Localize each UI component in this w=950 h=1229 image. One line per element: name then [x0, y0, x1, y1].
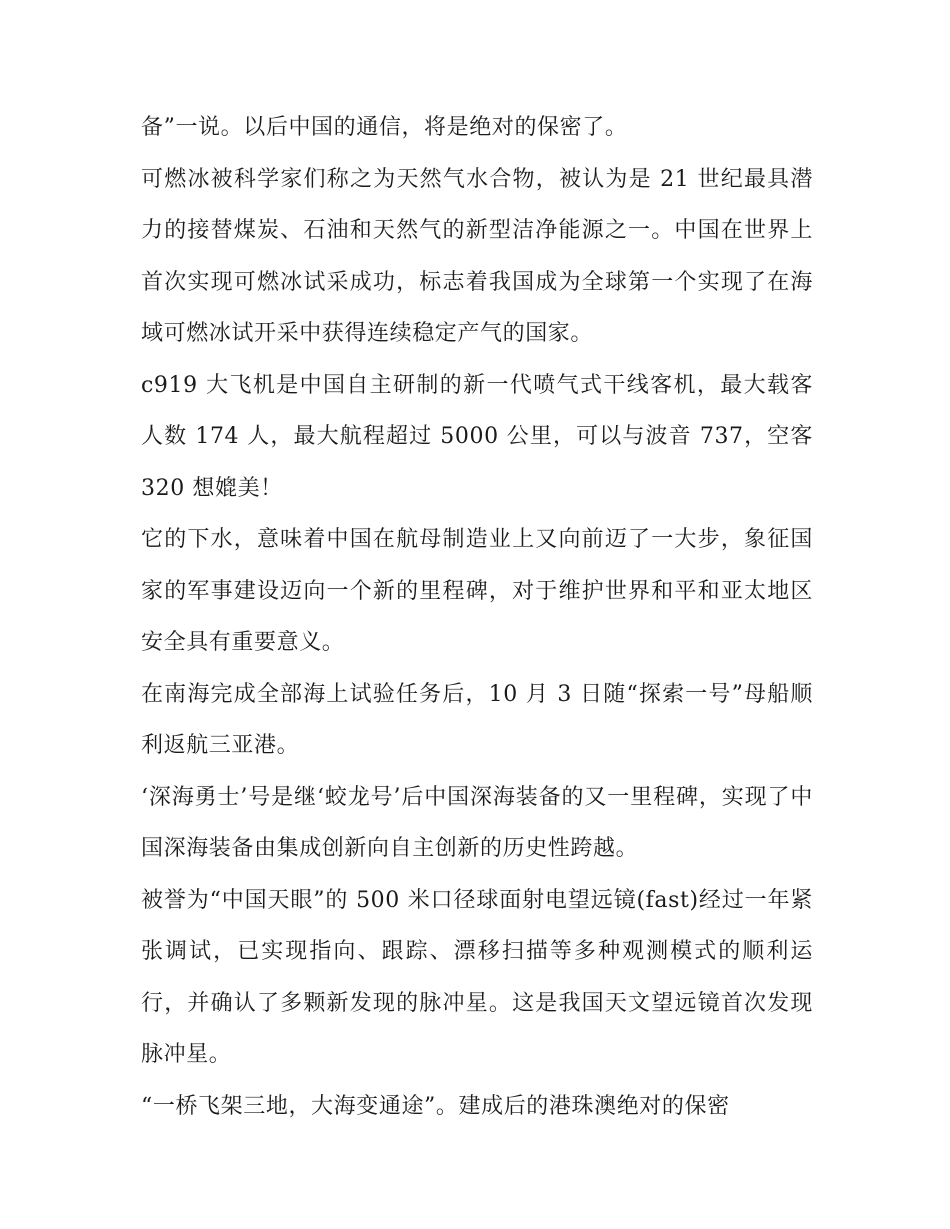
paragraph-combustible-ice: 可燃冰被科学家们称之为天然气水合物，被认为是 21 世纪最具潜力的接替煤炭、石油和天然气的新型洁净能源之一。中国在世界上首次实现可燃冰试采成功，标志着我国成为全球第一个实现了在海域可燃冰试开采中获得连续稳定产气的国家。: [141, 166, 813, 346]
paragraph-south-sea-trial: 在南海完成全部海上试验任务后，10 月 3 日随“探索一号”母船顺利返航三亚港。: [141, 681, 813, 758]
paragraph-fast-telescope: 被誉为“中国天眼”的 500 米口径球面射电望远镜(fast)经过一年紧张调试，已实现指向、跟踪、漂移扫描等多种观测模式的顺利运行，并确认了多颗新发现的脉冲星。这是我国天文望远镜首次发现脉冲星。: [141, 887, 813, 1067]
paragraph-communication-secrecy: 备”一说。以后中国的通信，将是绝对的保密了。: [141, 115, 628, 140]
paragraph-deep-sea-warrior: ‘深海勇士’号是继‘蛟龙号’后中国深海装备的又一里程碑，实现了中国深海装备由集成创新向自主创新的历史性跨越。: [141, 784, 813, 861]
paragraph-c919-aircraft: c919 大飞机是中国自主研制的新一代喷气式干线客机，最大载客人数 174 人，最大航程超过 5000 公里，可以与波音 737，空客 320 想媲美！: [141, 372, 813, 501]
document-body: [141, 102, 813, 1132]
paragraph-hzm-bridge: “一桥飞架三地，大海变通途”。建成后的港珠澳绝对的保密: [141, 1093, 730, 1119]
paragraph-aircraft-carrier: 它的下水，意味着中国在航母制造业上又向前迈了一大步，象征国家的军事建设迈向一个新的里程碑，对于维护世界和平和亚太地区安全具有重要意义。: [141, 527, 813, 655]
